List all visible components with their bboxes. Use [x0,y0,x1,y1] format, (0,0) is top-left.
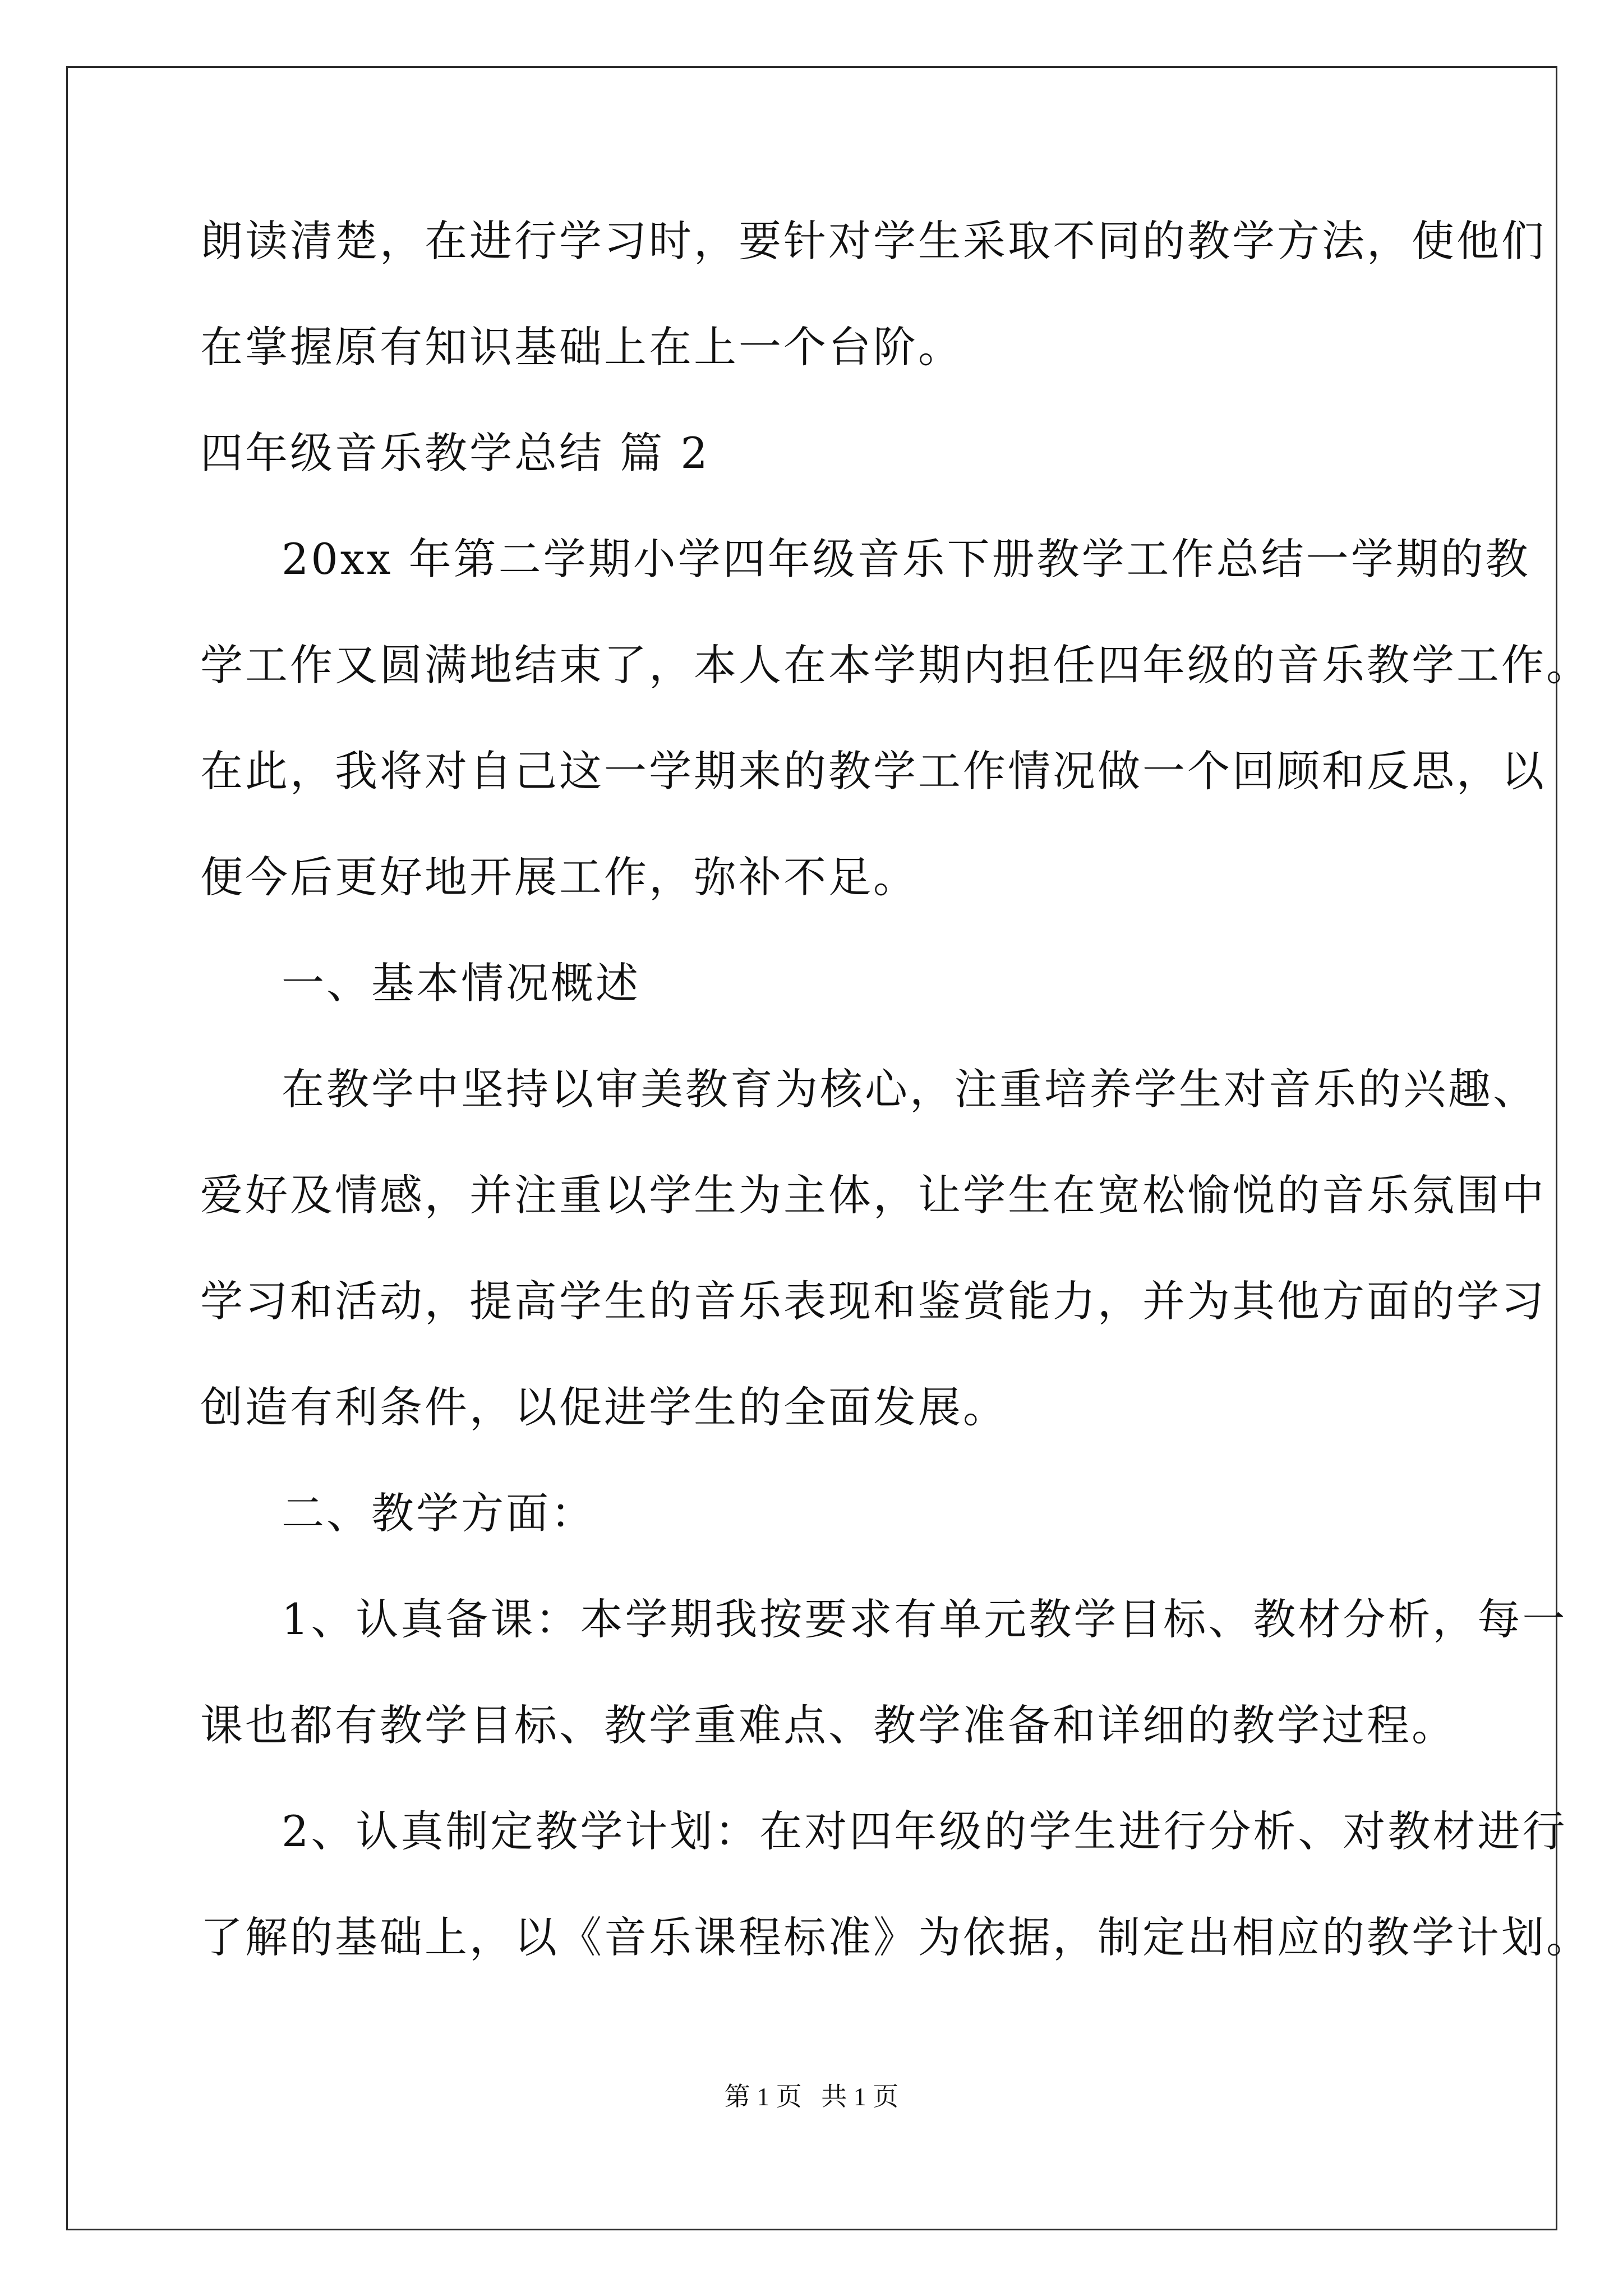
text-line: 学工作又圆满地结束了，本人在本学期内担任四年级的音乐教学工作。 [200,640,1591,690]
text-line: 爱好及情感，并注重以学生为主体，让学生在宽松愉悦的音乐氛围中 [200,1170,1546,1220]
list-item-first-line: 1、认真备课：本学期我按要求有单元教学目标、教材分析，每一 [282,1594,1567,1644]
subheading-teaching: 二、教学方面： [282,1488,596,1538]
list-item-first-line: 2、认真制定教学计划：在对四年级的学生进行分析、对教材进行 [282,1806,1567,1856]
text-line: 学习和活动，提高学生的音乐表现和鉴赏能力，并为其他方面的学习 [200,1276,1546,1326]
text-line: 在此，我将对自己这一学期来的教学工作情况做一个回顾和反思，以 [200,746,1546,796]
text-line: 便今后更好地开展工作，弥补不足。 [200,852,918,902]
text-line: 在掌握原有知识基础上在上一个台阶。 [200,322,963,372]
section-heading: 四年级音乐教学总结 篇 2 [200,428,710,478]
paragraph-first-line: 在教学中坚持以审美教育为核心，注重培养学生对音乐的兴趣、 [282,1064,1538,1114]
subheading-basic-overview: 一、基本情况概述 [282,958,640,1008]
text-line: 了解的基础上，以《音乐课程标准》为依据，制定出相应的教学计划。 [200,1912,1591,1962]
page-footer: 第 1 页 共 1 页 [724,2082,899,2111]
paragraph-first-line: 20xx 年第二学期小学四年级音乐下册教学工作总结一学期的教 [282,534,1530,584]
text-line: 创造有利条件，以促进学生的全面发展。 [200,1382,1008,1432]
text-line: 课也都有教学目标、教学重难点、教学准备和详细的教学过程。 [200,1700,1456,1750]
text-line: 朗读清楚，在进行学习时，要针对学生采取不同的教学方法，使他们 [200,216,1546,266]
page-border [66,66,1557,2230]
